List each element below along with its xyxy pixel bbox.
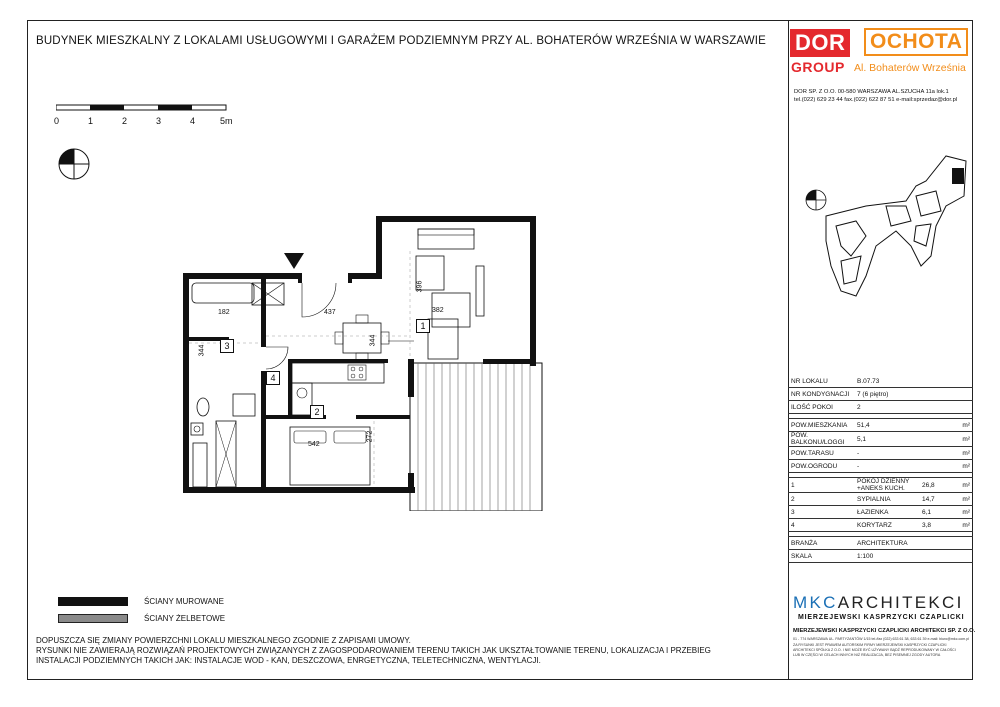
- dimension-label: 344: [198, 344, 206, 357]
- key-plan: [796, 146, 971, 306]
- mkc-subtitle: MIERZEJEWSKI KASPRZYCKI CZAPLICKI: [798, 614, 965, 621]
- scale-tick-1: 1: [88, 116, 94, 126]
- info-row: [788, 460, 973, 473]
- info-value: 1:100: [854, 550, 973, 563]
- room-no: 1: [788, 478, 854, 493]
- room-area: 3,8: [919, 519, 949, 532]
- mkc-logo: [793, 593, 964, 613]
- north-compass-icon: [56, 146, 96, 186]
- info-value: ARCHITEKTURA: [854, 537, 973, 550]
- scale-tick-4: 4: [190, 116, 196, 126]
- room-row: [788, 506, 973, 519]
- legend-label-murowane: ŚCIANY MUROWANE: [144, 597, 225, 606]
- sheet-divider: [788, 21, 789, 679]
- legend-swatch-zelbetowe: [58, 614, 128, 623]
- ochota-logo: OCHOTA: [864, 28, 968, 56]
- room-name: KORYTARZ: [854, 519, 919, 532]
- note-line-1: DOPUSZCZA SIĘ ZMIANY POWIERZCHNI LOKALU MIESZKALNEGO ZGODNIE Z ZAPISAMI UMOWY.: [36, 636, 411, 645]
- room-unit: m²: [949, 493, 973, 506]
- info-unit: [949, 388, 973, 401]
- info-row: [788, 550, 973, 563]
- room-no: 2: [788, 493, 854, 506]
- info-row: [788, 432, 973, 447]
- room-number-3: 3: [220, 339, 234, 353]
- apartment-info-table: [788, 375, 973, 563]
- dimension-label: 382: [432, 307, 444, 314]
- info-row: [788, 447, 973, 460]
- dimension-label: 396: [416, 280, 424, 293]
- legend-swatch-murowane: [58, 597, 128, 606]
- info-row: [788, 401, 973, 414]
- dimension-label: 542: [308, 441, 320, 448]
- scale-bar: [56, 103, 236, 115]
- mkc-logo-word: ARCHITEKCI: [837, 593, 964, 612]
- room-number-4: 4: [266, 371, 280, 385]
- info-unit: m²: [949, 460, 973, 473]
- info-label: POW.TARASU: [788, 447, 854, 460]
- info-row: [788, 375, 973, 388]
- scale-tick-0: 0: [54, 116, 60, 126]
- room-unit: m²: [949, 519, 973, 532]
- room-name: ŁAZIENKA: [854, 506, 919, 519]
- info-value: -: [854, 460, 949, 473]
- info-row: [788, 537, 973, 550]
- info-unit: [949, 401, 973, 414]
- info-value: 2: [854, 401, 949, 414]
- mkc-fine-print: 01 - 774 WARSZAWA UL. PARTYZANTÓW 1/15 tel./fax (022) 633 61 38, 633 61 39 e-mail: biuro@mkc.com.pl: [793, 637, 970, 641]
- contact-phone: tel.(022) 629 23 44 fax.(022) 622 87 51 e-mail:sprzedaz@dor.pl: [794, 97, 958, 103]
- info-value: 51,4: [854, 419, 949, 432]
- info-label: POW. BALKONU/LOGGI: [788, 432, 854, 447]
- info-label: BRANŻA: [788, 537, 854, 550]
- room-number-2: 2: [310, 405, 324, 419]
- info-label: POW.MIESZKANIA: [788, 419, 854, 432]
- note-line-2: RYSUNKI NIE ZAWIERAJĄ ROZWIĄZAŃ PROJEKTOWYCH ZWIĄZANYCH Z ZAGOSPODAROWANIEM TERENU TAKICH JAK UKSZTAŁTOWANIE TERENU, LOKALIZACJA I PRZEBIEG: [36, 646, 711, 655]
- mkc-fine-print: ARCHITEKCI SPÓŁKA Z O.O. I NIE MOŻE BYĆ UŻYWANY BĄDŹ REPRODUKOWANY W CAŁOŚCI: [793, 648, 956, 652]
- room-row: [788, 519, 973, 532]
- info-label: NR KONDYGNACJI: [788, 388, 854, 401]
- room-area: 26,8: [919, 478, 949, 493]
- room-number-1: 1: [416, 319, 430, 333]
- room-area: 14,7: [919, 493, 949, 506]
- mkc-fine-print: LUB W CZĘŚCI W CELACH INNYCH NIŻ REALIZACJA, BEZ PISEMNEJ ZGODY AUTORA: [793, 653, 941, 657]
- info-unit: m²: [949, 432, 973, 447]
- drawing-title: BUDYNEK MIESZKALNY Z LOKALAMI USŁUGOWYMI I GARAŻEM PODZIEMNYM PRZY AL. BOHATERÓW WRZEŚNIA W WARSZAWIE: [36, 35, 766, 47]
- dimension-label: 437: [324, 309, 336, 316]
- note-line-3: INSTALACJI PODZIEMNYCH TAKICH JAK: INSTALACJE WOD - KAN, DESZCZOWA, ENRGETYCZNA, TELETECHNICZNA, WENTYLACJI.: [36, 656, 541, 665]
- scale-tick-2: 2: [122, 116, 128, 126]
- mkc-logo-mark: MKC: [793, 593, 838, 612]
- info-label: POW.OGRODU: [788, 460, 854, 473]
- info-unit: m²: [949, 447, 973, 460]
- room-row: [788, 478, 973, 493]
- mkc-company: MIERZEJEWSKI KASPRZYCKI CZAPLICKI ARCHITEKCI SP. Z O.O.: [793, 628, 976, 634]
- info-value: 7 (6 piętro): [854, 388, 949, 401]
- info-unit: m²: [949, 419, 973, 432]
- info-label: ILOŚĆ POKOI: [788, 401, 854, 414]
- info-label: SKALA: [788, 550, 854, 563]
- dor-logo: DOR: [790, 29, 850, 57]
- legend-label-zelbetowe: ŚCIANY ŻELBETOWE: [144, 614, 226, 623]
- room-no: 3: [788, 506, 854, 519]
- info-value: B.07.73: [854, 375, 949, 388]
- room-name: SYPIALNIA: [854, 493, 919, 506]
- group-logo: GROUP: [791, 59, 845, 75]
- room-no: 4: [788, 519, 854, 532]
- scale-tick-3: 3: [156, 116, 162, 126]
- dimension-label: 344: [369, 334, 377, 347]
- info-value: -: [854, 447, 949, 460]
- scale-tick-5m: 5m: [220, 116, 233, 126]
- info-unit: [949, 375, 973, 388]
- dimension-label: 182: [218, 309, 230, 316]
- notes: [36, 636, 776, 666]
- street-logo: Al. Bohaterów Września: [854, 62, 966, 74]
- room-row: [788, 493, 973, 506]
- contact-address: DOR SP. Z O.O. 00-580 WARSZAWA AL.SZUCHA 11a lok.1: [794, 89, 949, 95]
- info-row: [788, 419, 973, 432]
- drawing-sheet: [27, 20, 976, 680]
- mkc-fine-print: ZA RYSUNKI JEST PRAWEM AUTORSKIM FIRMY MIERZEJEWSKI KASPRZYCKI CZAPLICKI: [793, 643, 947, 647]
- room-unit: m²: [949, 478, 973, 493]
- room-area: 6,1: [919, 506, 949, 519]
- dimension-label: 272: [366, 430, 374, 443]
- room-name: POKÓJ DZIENNY +ANEKS KUCH.: [854, 478, 919, 493]
- info-row: [788, 388, 973, 401]
- info-value: 5,1: [854, 432, 949, 447]
- floor-plan: [178, 211, 558, 511]
- info-label: NR LOKALU: [788, 375, 854, 388]
- room-unit: m²: [949, 506, 973, 519]
